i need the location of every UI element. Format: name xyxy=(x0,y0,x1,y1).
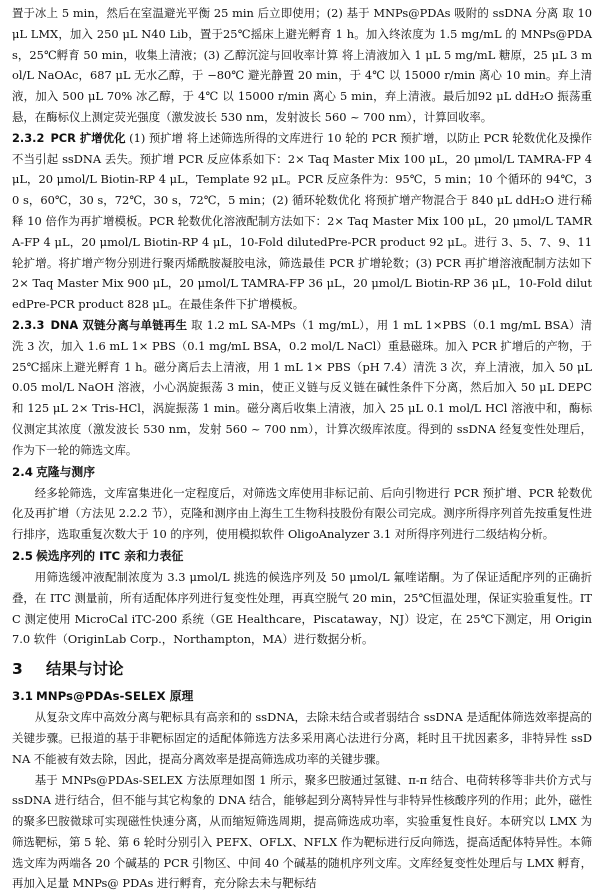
section-title: 候选序列的 ITC 亲和力表征 xyxy=(36,549,183,563)
section-title: 结果与讨论 xyxy=(46,660,124,678)
section-number: 3.1 xyxy=(12,686,36,707)
document-page xyxy=(12,3,592,894)
section-body: 取 1.2 mL SA-MPs（1 mg/mL），用 1 mL 1×PBS（0.1 mg/mL BSA）清洗 3 次，加入 1.6 mL 1× PBS（0.1 mg/mL BSA，0.2 mol/L NaCl）重悬磁珠。加入 PCR 扩增后的产物，于 25℃摇床上避光孵育 1 h。磁分离后去上清液，用 1 mL 1× PBS（pH 7.4）清洗 3 次，弃上清液，加入 50 μL 0.05 mol/L NaOH 溶液，小心涡旋振荡 3 min，使正义链与反义链在碱性条件下分离，然后加入 50 μL DEPC 和 125 μL 2× Tris-HCl，涡旋振荡 1 min。磁分离后收集上清液，加入 25 μL 0.1 mol/L HCl 溶液中和，酶标仪测定其浓度（激发波长 530 nm，发射 560 ~ 700 nm），计算次级库浓度。得到的 ssDNA 经复变性处理后，作为下一轮的筛选文库。 xyxy=(12,318,592,457)
section-title: MNPs@PDAs-SELEX 原理 xyxy=(36,689,193,703)
section-2-4-heading xyxy=(12,462,592,483)
section-3-1-paragraph-1: 从复杂文库中高效分离与靶标具有高亲和的 ssDNA，去除未结合或者弱结合 ssDNA 是适配体筛选效率提高的关键步骤。已报道的基于非靶标固定的适配体筛选方法多采用离心法进行分离，耗时且干扰因素多，非特异性 ssDNA 不能被有效去除，因此，提高分离效率是提高筛选成功率的关键步骤。 xyxy=(12,707,592,769)
section-title: PCR 扩增优化 xyxy=(50,131,125,145)
section-number: 2.5 xyxy=(12,546,36,567)
section-number: 2.4 xyxy=(12,462,36,483)
section-2-3-2-heading xyxy=(12,131,125,145)
section-3-1-heading xyxy=(12,686,592,707)
section-2-5-body: 用筛选缓冲液配制浓度为 3.3 μmol/L 挑选的候选序列及 50 μmol/L 氟喹诺酮。为了保证适配序列的正确折叠，在 ITC 测量前，所有适配体序列进行复变性处理，再真空脱气 20 min，25℃恒温处理，保证实验重复性。ITC 测定使用 MicroCal iTC-200 系统（GE Healthcare，Piscataway，NJ）设定，在 25℃下测定，用 Origin 7.0 软件（OriginLab Corp.，Northampton，MA）进行数据分析。 xyxy=(12,567,592,650)
section-number: 2.3.3 xyxy=(12,318,44,332)
section-2-3-2-paragraph xyxy=(12,128,592,315)
section-2-4-body: 经多轮筛选，文库富集进化一定程度后，对筛选文库使用非标记前、后向引物进行 PCR 预扩增、PCR 轮数优化及再扩增（方法见 2.2.2 节），克隆和测序由上海生工生物科技股份有限公司完成。测序所得序列首先按重复性进行排序，选取重复次数大于 10 的序列，使用模拟软件 OligoAnalyzer 3.1 对所得序列进行二级结构分析。 xyxy=(12,483,592,545)
section-2-3-3-heading xyxy=(12,318,187,332)
section-number: 2.3.2 xyxy=(12,131,44,145)
section-body: (1) 预扩增 将上述筛选所得的文库进行 10 轮的 PCR 预扩增，以防止 PCR 轮数优化及操作不当引起 ssDNA 丢失。预扩增 PCR 反应体系如下：2× Taq Master Mix 100 μL，20 μmol/L TAMRA-FP 4 μL，20 μmol/L Biotin-RP 4 μL，Template 92 μL。PCR 反应条件为：95℃，5 min；10 个循环的 94℃，30 s，60℃，30 s，72℃，30 s，72℃，5 min；(2) 循环轮数优化 将预扩增产物混合于 840 μL ddH₂O 进行稀释 10 倍作为再扩增模板。PCR 轮数优化溶液配制方法如下：2× Taq Master Mix 100 μL，20 μmol/L TAMRA-FP 4 μL，20 μmol/L Biotin-RP 4 μL，10-Fold dilutedPre-PCR product 92 μL。进行 3、5、7、9、11 轮扩增。将扩增产物分别进行聚丙烯酰胺凝胶电泳，筛选最佳 PCR 扩增轮数；(3) PCR 再扩增溶液配制方法如下 2× Taq Master Mix 900 μL，20 μmol/L TAMRA-FP 36 μL，20 μmol/L Biotin-RP 36 μL，10-Fold dilutedPre-PCR product 828 μL。在最佳条件下扩增模板。 xyxy=(12,131,592,311)
section-3-heading xyxy=(12,656,592,682)
section-title: DNA 双链分离与单链再生 xyxy=(50,318,187,332)
section-3-1-paragraph-2: 基于 MNPs@PDAs-SELEX 方法原理如图 1 所示，聚多巴胺通过氢键、π-π 结合、电荷转移等非共价方式与 ssDNA 进行结合，但不能与其它构象的 DNA 结合，能够起到分离特异性与非特异性核酸序列的作用；此外，磁性的聚多巴胺微球可实现磁性快速分离，从而缩短筛选周期，提高筛选成功率，实验重复性良好。本研究以 LMX 为筛选靶标，第 5 轮、第 6 轮时分别引入 PEFX、OFLX、NFLX 作为靶标进行反向筛选，提高适配体特异性。本筛选文库为两端各 20 个碱基的 PCR 引物区、中间 40 个碱基的随机序列文库。文库经复变性处理后与 LMX 孵育，再加入足量 MNPs@ PDAs 进行孵育，充分除去未与靶标结 xyxy=(12,770,592,894)
section-2-5-heading xyxy=(12,546,592,567)
section-2-3-3-paragraph xyxy=(12,315,592,461)
section-title: 克隆与测序 xyxy=(36,465,95,479)
section-number: 3 xyxy=(12,656,46,682)
paragraph-protocol-continued: 置于冰上 5 min，然后在室温避光平衡 25 min 后立即使用；(2) 基于 MNPs@PDAs 吸附的 ssDNA 分离 取 10 μL LMX，加入 250 μL N40 Lib，置于25℃摇床上避光孵育 1 h。加入终浓度为 1.5 mg/mL 的 MNPs@PDAs，25℃孵育 50 min，收集上清液；(3) 乙醇沉淀与回收率计算 将上清液加入 1 μL 5 mg/mL 糖原，25 μL 3 mol/L NaOAc，687 μL 无水乙醇，于 −80℃ 避光静置 20 min，于 4℃ 以 15000 r/min 离心 10 min。弃上清液，加入 500 μL 70% 冰乙醇，于 4℃ 以 15000 r/min 离心 5 min，弃上清液。最后加92 μL ddH₂O 振荡重悬，在酶标仪上测定荧光强度（激发波长 530 nm，发射波长 560 ~ 700 nm），计算回收率。 xyxy=(12,3,592,128)
